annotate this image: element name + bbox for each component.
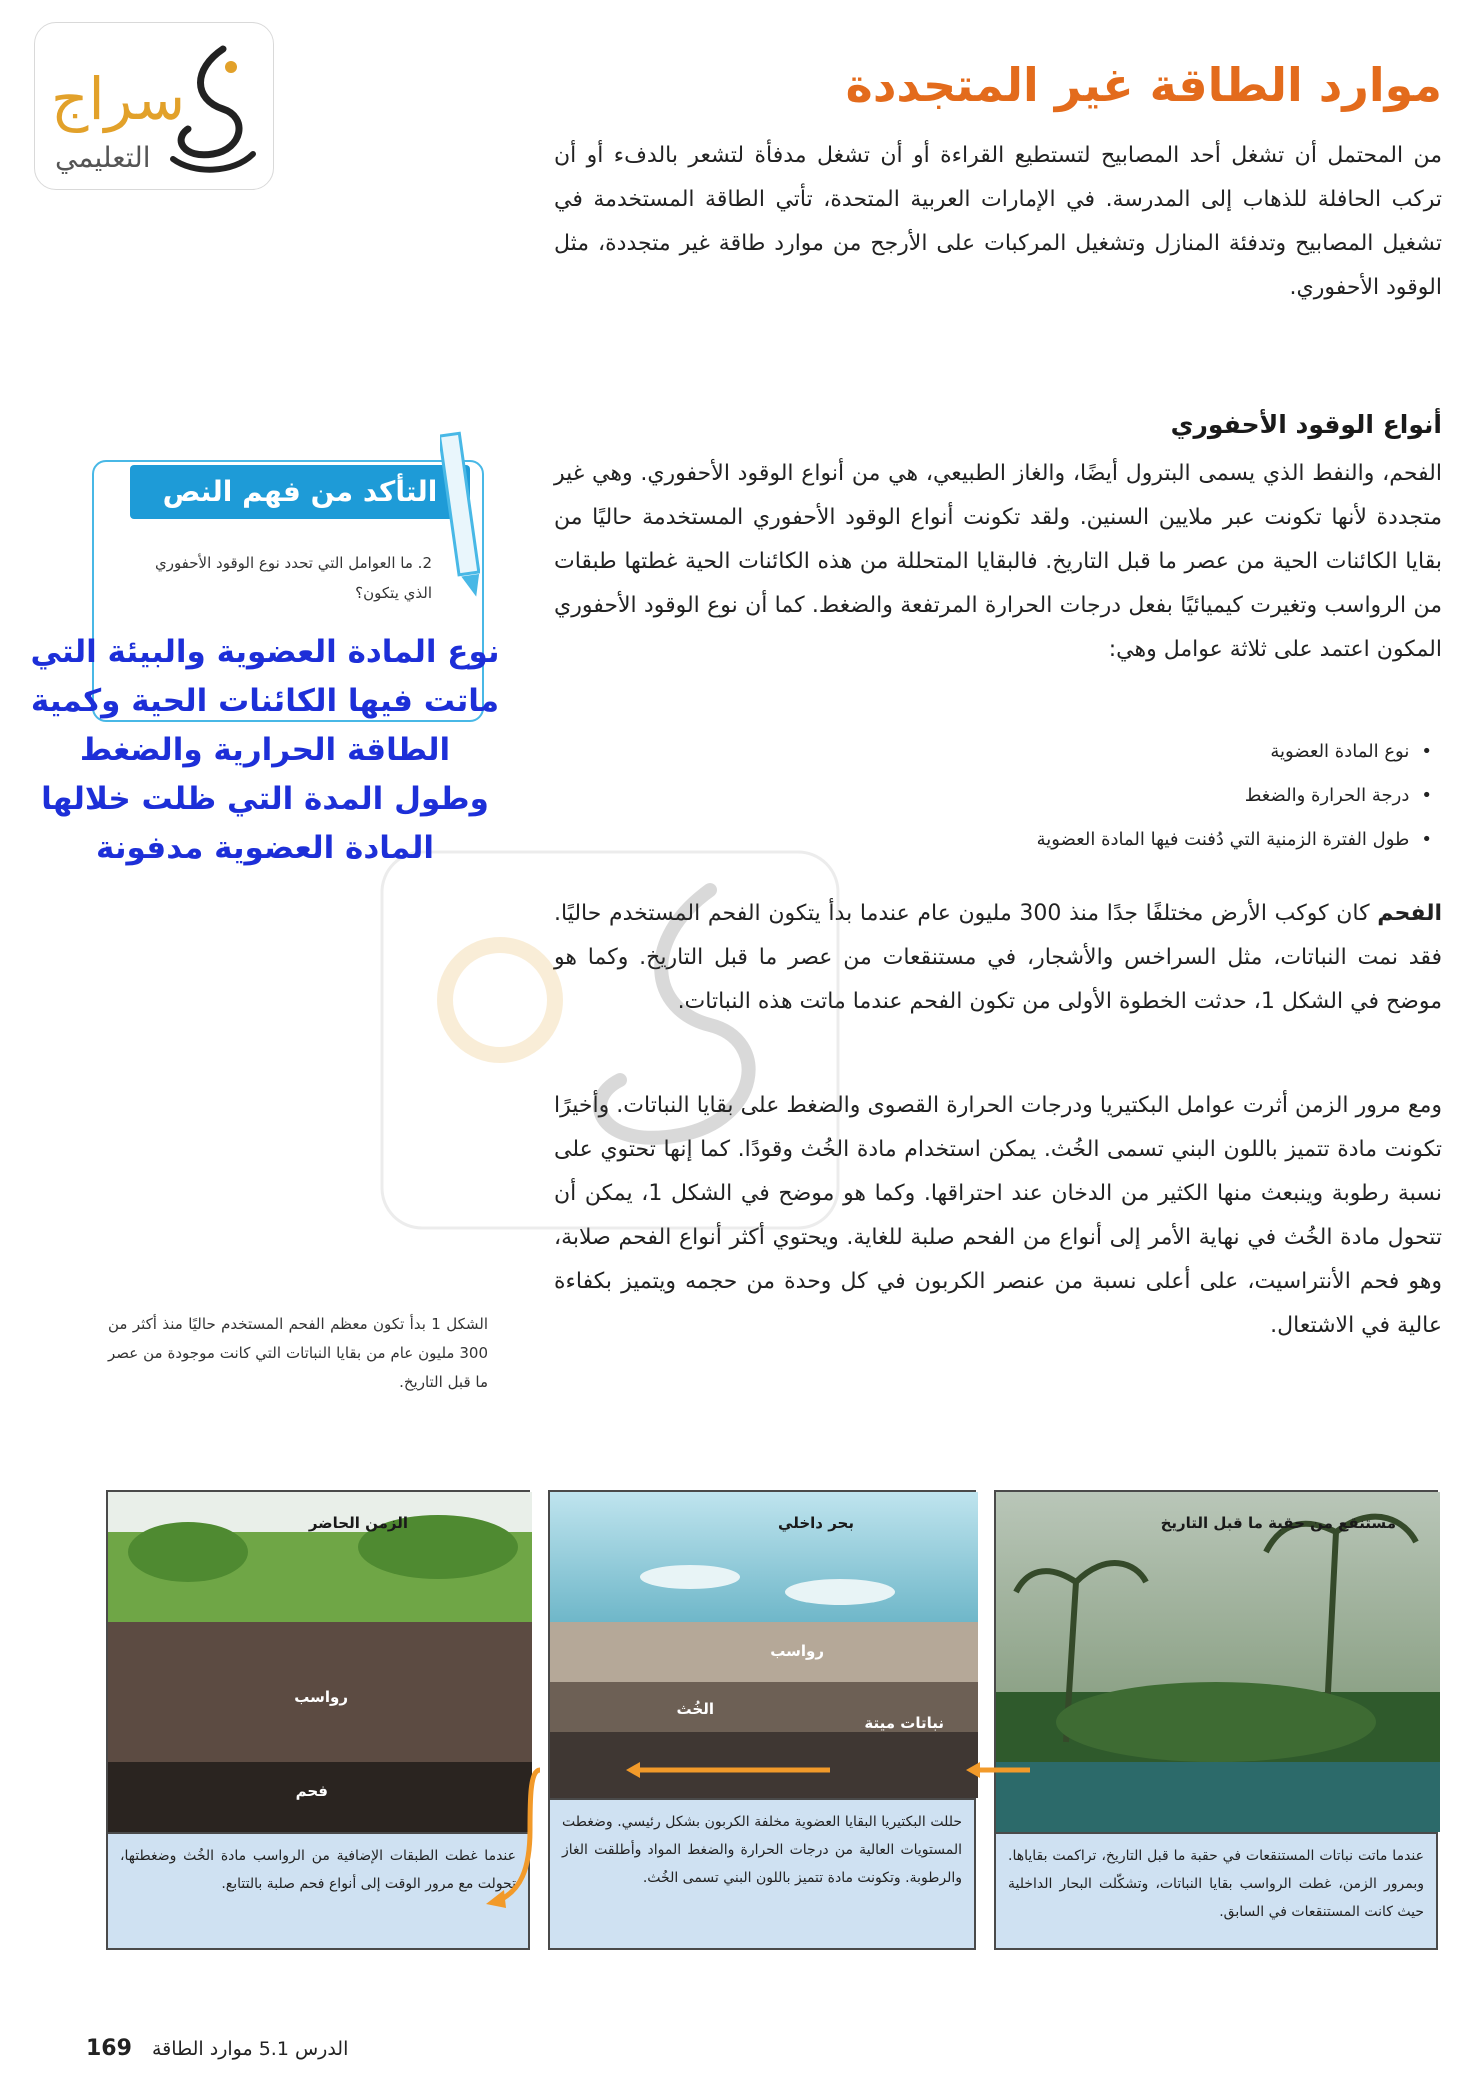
pencil-icon: [440, 430, 480, 600]
process-arrows: [480, 1700, 1040, 1960]
layer-label-coal: فحم: [295, 1782, 328, 1800]
fossil-fuel-paragraph: الفحم، والنفط الذي يسمى البترول أيضًا، والغاز الطبيعي، هي من أنواع الوقود الأحفوري. وهي غير متجددة لأنها تكونت عبر ملايين السنين. ولقد تكونت أنواع الوقود الأحفوري المستخدمة حاليًا من بقايا الكائنات الحية من عصر ما قبل التاريخ. فالبقايا المتحللة من هذه الكائنات الحية غطتها طبقات من الرواسب وتغيرت كيميائيًا بفعل درجات الحرارة المرتفعة والضغط. كما أن نوع الوقود الأحفوري المكون اعتمد على ثلاثة عوامل وهي:: [554, 461, 1442, 662]
panel-present-day: [106, 1490, 530, 1950]
panel-caption: حللت البكتيريا البقايا العضوية مخلفة الكربون بشكل رئيسي. وضغطت المستويات العالية من درجات الحرارة والضغط المواد وأطلقت الغاز والرطوبة. وتكونت مادة تتميز باللون البني تسمى الخُث.: [550, 1798, 974, 1948]
logo-subtitle: التعليمي: [55, 141, 151, 174]
lesson-label: الدرس 5.1 موارد الطاقة: [151, 2038, 349, 2060]
coal-text: كان كوكب الأرض مختلفًا جدًا منذ 300 مليون عام عندما بدأ يتكون الفحم المستخدم حاليًا. فقد نمت النباتات، مثل السراخس والأشجار، في مستنقعات من عصر ما قبل التاريخ. وكما هو موضح في الشكل 1، حدثت الخطوة الأولى من تكون الفحم عندما ماتت هذه النباتات.: [554, 901, 1442, 1014]
layer-label-peat: الخُث: [676, 1700, 714, 1718]
intro-paragraph: من المحتمل أن تشغل أحد المصابيح لتستطيع القراءة أو أن تشغل مدفأة لتشعر بالدفء أو أن تركب الحافلة للذهاب إلى المدرسة. في الإمارات العربية المتحدة، تأتي الطاقة المستخدمة في تشغيل المصابيح وتدفئة المنازل وتشغيل المركبات على الأرجح من موارد طاقة غير متجددة، مثل الوقود الأحفوري.: [554, 143, 1442, 300]
calligraphy-icon: [153, 39, 263, 179]
sidebox-question: 2. ما العوامل التي تحدد نوع الوقود الأحفوري الذي يتكون؟: [154, 554, 432, 602]
page-number: 169: [86, 2036, 132, 2061]
swamp-scene: [996, 1492, 1440, 1832]
panel-caption: عندما ماتت نباتات المستنقعات في حقبة ما قبل التاريخ، تراكمت بقاياها. وبمرور الزمن، غطت الرواسب بقايا النباتات، وتشكّلت البحار الداخلية حيث كانت المستنقعات في السابق.: [996, 1832, 1436, 1948]
layer-label-dead-plants: نباتات ميتة: [864, 1714, 944, 1732]
peat-paragraph: ومع مرور الزمن أثرت عوامل البكتيريا ودرجات الحرارة القصوى والضغط على بقايا النباتات. وأخيرًا تكونت مادة تتميز باللون البني تسمى الخُث. يمكن استخدام مادة الخُث وقودًا. كما إنها تحتوي على نسبة رطوبة وينبعث منها الكثير من الدخان عند احتراقها. وكما هو موضح في الشكل 1، يمكن أن تتحول مادة الخُث في نهاية الأمر إلى أنواع من الفحم صلبة للغاية. ويحتوي أكثر أنواع الفحم صلابة، وهو فحم الأنتراسيت، على أعلى نسبة من عنصر الكربون في كل وحدة من حجمه ويتميز بكفاءة عالية في الاشتعال.: [554, 1093, 1443, 1338]
section-heading: أنواع الوقود الأحفوري: [1170, 410, 1442, 439]
page-footer: [86, 2036, 348, 2061]
list-item: • طول الفترة الزمنية التي دُفنت فيها المادة العضوية: [1037, 828, 1432, 872]
list-item: • نوع المادة العضوية: [1037, 740, 1432, 784]
logo: [34, 22, 274, 190]
list-item: • درجة الحرارة والضغط: [1037, 784, 1432, 828]
page-title: موارد الطاقة غير المتجددة: [845, 58, 1442, 112]
present-day-scene: [108, 1492, 532, 1832]
handwritten-answer: نوع المادة العضوية والبيئة التي ماتت فيها الكائنات الحية وكمية الطاقة الحرارية والضغط وطول المدة التي ظلت خلالها المادة العضوية مدفونة: [30, 634, 500, 866]
panel-prehistoric-swamp: [994, 1490, 1438, 1950]
layer-label-sediment: رواسب: [770, 1642, 824, 1660]
panel-label: الزمن الحاضر: [308, 1514, 408, 1532]
factors-list: [1037, 740, 1432, 872]
figure-caption: الشكل 1 بدأ تكون معظم الفحم المستخدم حاليًا منذ أكثر من 300 مليون عام من بقايا النباتات التي كانت موجودة من عصر ما قبل التاريخ.: [108, 1315, 488, 1391]
coal-term: الفحم: [1377, 901, 1443, 926]
layer-label-sediment: رواسب: [294, 1688, 348, 1706]
watermark-logo: [380, 850, 840, 1230]
panel-label: بحر داخلي: [778, 1514, 854, 1532]
panel-label: مستنقع من حقبة ما قبل التاريخ: [1160, 1514, 1396, 1532]
logo-word: سراج: [51, 65, 186, 133]
panel-caption: عندما غطت الطبقات الإضافية من الرواسب مادة الخُث وضغطتها، تحولت مع مرور الوقت إلى أنواع فحم صلبة بالتتابع.: [108, 1832, 528, 1948]
check-understanding-title: التأكد من فهم النص: [130, 465, 470, 519]
